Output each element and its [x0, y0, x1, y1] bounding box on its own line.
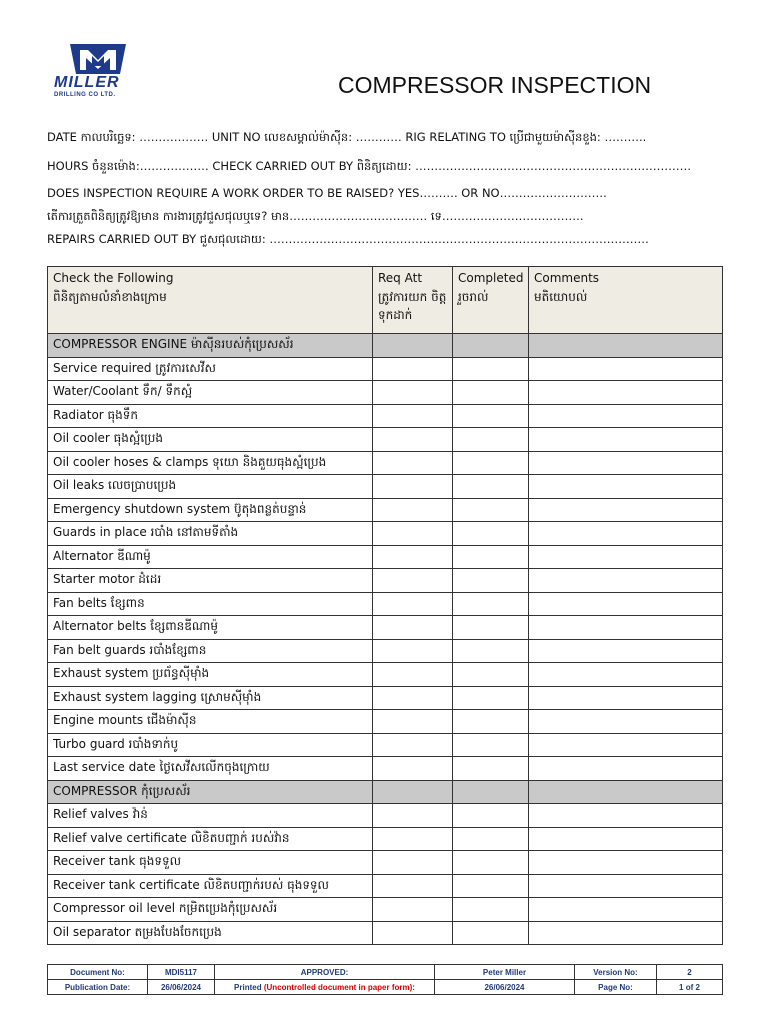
date-unit-rig-line: DATE កាលបរិច្ឆេទ: ……………… UNIT NO លេខសម្គាល់ម៉ាស៊ីន: ………… RIG RELATING TO ប្រើជាមួយម៉ាស៊ីនខួង: ………..	[47, 130, 647, 144]
table-row	[48, 733, 723, 757]
req-att-cell[interactable]	[373, 592, 453, 616]
section-row	[48, 334, 723, 358]
approved-label: APPROVED:	[215, 965, 435, 980]
table-row	[48, 357, 723, 381]
req-att-cell[interactable]	[373, 545, 453, 569]
req-att-cell[interactable]	[373, 686, 453, 710]
completed-cell[interactable]	[453, 663, 529, 687]
miller-logo-icon	[68, 42, 128, 76]
comments-cell[interactable]	[529, 639, 723, 663]
check-item: Compressor oil level កម្រិតប្រេងកុំប្រេសស័រ	[48, 898, 373, 922]
printed-date: 26/06/2024	[435, 980, 575, 995]
comments-cell[interactable]	[529, 381, 723, 405]
completed-cell[interactable]	[453, 545, 529, 569]
comments-cell[interactable]	[529, 498, 723, 522]
check-item: Exhaust system ប្រព័ន្ធស៊ីម៉ាំង	[48, 663, 373, 687]
work-order-question-khmer: តើការត្រួតពិនិត្យត្រូវឱ្យមាន ការងារត្រូវជួសជុលឬទេ? មាន……………………………… ទេ……………………………….	[47, 209, 584, 223]
completed-cell[interactable]	[453, 874, 529, 898]
check-item: Fan belt guards របាំងខ្សែពាន	[48, 639, 373, 663]
comments-cell[interactable]	[529, 569, 723, 593]
inspection-table	[47, 266, 723, 945]
doc-no-value: MDI5117	[148, 965, 215, 980]
section-completed-cell	[453, 780, 529, 804]
comments-cell[interactable]	[529, 710, 723, 734]
table-row	[48, 592, 723, 616]
section-comments-cell	[529, 334, 723, 358]
table-row	[48, 522, 723, 546]
req-att-cell[interactable]	[373, 475, 453, 499]
req-att-cell[interactable]	[373, 804, 453, 828]
table-row	[48, 475, 723, 499]
table-row	[48, 710, 723, 734]
completed-cell[interactable]	[453, 757, 529, 781]
completed-cell[interactable]	[453, 639, 529, 663]
req-att-cell[interactable]	[373, 898, 453, 922]
table-row	[48, 616, 723, 640]
req-att-cell[interactable]	[373, 428, 453, 452]
req-att-cell[interactable]	[373, 451, 453, 475]
comments-cell[interactable]	[529, 663, 723, 687]
page-no-value: 1 of 2	[657, 980, 723, 995]
check-item: Oil cooler ធុងស្អំប្រេង	[48, 428, 373, 452]
comments-cell[interactable]	[529, 851, 723, 875]
table-row	[48, 827, 723, 851]
req-att-cell[interactable]	[373, 851, 453, 875]
check-item: Oil separator តម្រងបែងចែកប្រេង	[48, 921, 373, 945]
comments-cell[interactable]	[529, 898, 723, 922]
table-row	[48, 804, 723, 828]
req-att-cell[interactable]	[373, 404, 453, 428]
req-att-cell[interactable]	[373, 733, 453, 757]
header-comments: Comments មតិយោបល់	[529, 267, 723, 334]
header-check-following: Check the Following ពិនិត្យតាមលំនាំខាងក្រោម	[48, 267, 373, 334]
logo-subtitle: DRILLING CO LTD.	[54, 92, 116, 98]
comments-cell[interactable]	[529, 921, 723, 945]
req-att-cell[interactable]	[373, 827, 453, 851]
req-att-cell[interactable]	[373, 616, 453, 640]
check-item: Receiver tank certificate លិខិតបញ្ជាក់របស់ ធុងទទួល	[48, 874, 373, 898]
check-item: Fan belts ខ្សែពាន	[48, 592, 373, 616]
completed-cell[interactable]	[453, 475, 529, 499]
check-item: Water/Coolant ទឹក/ ទឹកស្អំ	[48, 381, 373, 405]
repairs-carried-out-line: REPAIRS CARRIED OUT BY ជួសជុលដោយ: ………………………………………………………………………………………	[47, 232, 649, 246]
completed-cell[interactable]	[453, 451, 529, 475]
publication-date: 26/06/2024	[148, 980, 215, 995]
page-no-label: Page No:	[575, 980, 657, 995]
table-row	[48, 757, 723, 781]
section-req-att-cell	[373, 334, 453, 358]
hours-checked-by-line: HOURS ចំនួនម៉ោង:……………… CHECK CARRIED OUT BY ពិនិត្យដោយ: ………………………………………………………………	[47, 159, 692, 173]
table-row	[48, 498, 723, 522]
completed-cell[interactable]	[453, 428, 529, 452]
check-item: Emergency shutdown system ប៊ូតុងពន្លត់បន្ទាន់	[48, 498, 373, 522]
completed-cell[interactable]	[453, 827, 529, 851]
completed-cell[interactable]	[453, 592, 529, 616]
comments-cell[interactable]	[529, 357, 723, 381]
approved-by: Peter Miller	[435, 965, 575, 980]
comments-cell[interactable]	[529, 757, 723, 781]
table-row	[48, 569, 723, 593]
completed-cell[interactable]	[453, 710, 529, 734]
completed-cell[interactable]	[453, 498, 529, 522]
section-title: COMPRESSOR កុំប្រេសស័រ	[48, 780, 373, 804]
completed-cell[interactable]	[453, 357, 529, 381]
check-item: Relief valve certificate លិខិតបញ្ជាក់ របស់វ៉ាន	[48, 827, 373, 851]
table-row	[48, 639, 723, 663]
table-row	[48, 851, 723, 875]
table-header-row	[48, 267, 723, 334]
comments-cell[interactable]	[529, 616, 723, 640]
check-item: Oil cooler hoses & clamps ទុយោ និងគួយធុងស្អំប្រេង	[48, 451, 373, 475]
logo-name: MILLER	[54, 74, 120, 91]
comments-cell[interactable]	[529, 545, 723, 569]
req-att-cell[interactable]	[373, 921, 453, 945]
comments-cell[interactable]	[529, 428, 723, 452]
section-title: COMPRESSOR ENGINE ម៉ាស៊ីនរបស់កុំប្រេសស័រ	[48, 334, 373, 358]
check-item: Receiver tank ធុងទទួល	[48, 851, 373, 875]
doc-no-label: Document No:	[48, 965, 148, 980]
section-req-att-cell	[373, 780, 453, 804]
table-row	[48, 404, 723, 428]
table-row	[48, 545, 723, 569]
publication-date-label: Publication Date:	[48, 980, 148, 995]
req-att-cell[interactable]	[373, 522, 453, 546]
table-row	[48, 686, 723, 710]
req-att-cell[interactable]	[373, 710, 453, 734]
check-item: Radiator ធុងទឹក	[48, 404, 373, 428]
completed-cell[interactable]	[453, 851, 529, 875]
check-item: Guards in place របាំង នៅតាមទីតាំង	[48, 522, 373, 546]
section-completed-cell	[453, 334, 529, 358]
req-att-cell[interactable]	[373, 357, 453, 381]
check-item: Starter motor ដំដេរ	[48, 569, 373, 593]
req-att-cell[interactable]	[373, 757, 453, 781]
table-row	[48, 381, 723, 405]
printed-label: Printed (Uncontrolled document in paper form):	[215, 980, 435, 995]
uncontrolled-note: (Uncontrolled document in paper form)	[263, 982, 413, 992]
comments-cell[interactable]	[529, 686, 723, 710]
table-row	[48, 663, 723, 687]
req-att-cell[interactable]	[373, 639, 453, 663]
comments-cell[interactable]	[529, 827, 723, 851]
req-att-cell[interactable]	[373, 498, 453, 522]
table-row	[48, 921, 723, 945]
check-item: Oil leaks លេចប្រាបប្រេង	[48, 475, 373, 499]
table-row	[48, 428, 723, 452]
check-item: Alternator ឌីណាម៉ូ	[48, 545, 373, 569]
req-att-cell[interactable]	[373, 569, 453, 593]
comments-cell[interactable]	[529, 451, 723, 475]
check-item: Relief valves វ៉ាន់	[48, 804, 373, 828]
req-att-cell[interactable]	[373, 663, 453, 687]
section-row	[48, 780, 723, 804]
work-order-question: DOES INSPECTION REQUIRE A WORK ORDER TO BE RAISED? YES………. OR NO……………………….	[47, 186, 607, 200]
req-att-cell[interactable]	[373, 381, 453, 405]
table-row	[48, 898, 723, 922]
comments-cell[interactable]	[529, 404, 723, 428]
header-req-att: Req Att ត្រូវការយក ចិត្តទុកដាក់	[373, 267, 453, 334]
document-footer	[47, 964, 723, 995]
check-item: Last service date ថ្ងៃសេវីសលើកចុងក្រោយ	[48, 757, 373, 781]
comments-cell[interactable]	[529, 592, 723, 616]
completed-cell[interactable]	[453, 404, 529, 428]
completed-cell[interactable]	[453, 569, 529, 593]
comments-cell[interactable]	[529, 874, 723, 898]
table-row	[48, 451, 723, 475]
completed-cell[interactable]	[453, 898, 529, 922]
company-logo	[52, 42, 147, 100]
req-att-cell[interactable]	[373, 874, 453, 898]
check-item: Alternator belts ខ្សែពានឌីណាម៉ូ	[48, 616, 373, 640]
check-item: Engine mounts ជើងម៉ាស៊ីន	[48, 710, 373, 734]
completed-cell[interactable]	[453, 733, 529, 757]
completed-cell[interactable]	[453, 804, 529, 828]
version-value: 2	[657, 965, 723, 980]
check-item: Turbo guard របាំងទាក់បូ	[48, 733, 373, 757]
section-comments-cell	[529, 780, 723, 804]
header-completed: Completed រួចរាល់	[453, 267, 529, 334]
completed-cell[interactable]	[453, 686, 529, 710]
check-item: Service required ត្រូវការសេវីស	[48, 357, 373, 381]
comments-cell[interactable]	[529, 522, 723, 546]
completed-cell[interactable]	[453, 921, 529, 945]
completed-cell[interactable]	[453, 616, 529, 640]
comments-cell[interactable]	[529, 733, 723, 757]
page-title: COMPRESSOR INSPECTION	[338, 72, 652, 98]
comments-cell[interactable]	[529, 475, 723, 499]
comments-cell[interactable]	[529, 804, 723, 828]
check-item: Exhaust system lagging ស្រោមស៊ីម៉ាំង	[48, 686, 373, 710]
completed-cell[interactable]	[453, 381, 529, 405]
version-label: Version No:	[575, 965, 657, 980]
completed-cell[interactable]	[453, 522, 529, 546]
table-row	[48, 874, 723, 898]
